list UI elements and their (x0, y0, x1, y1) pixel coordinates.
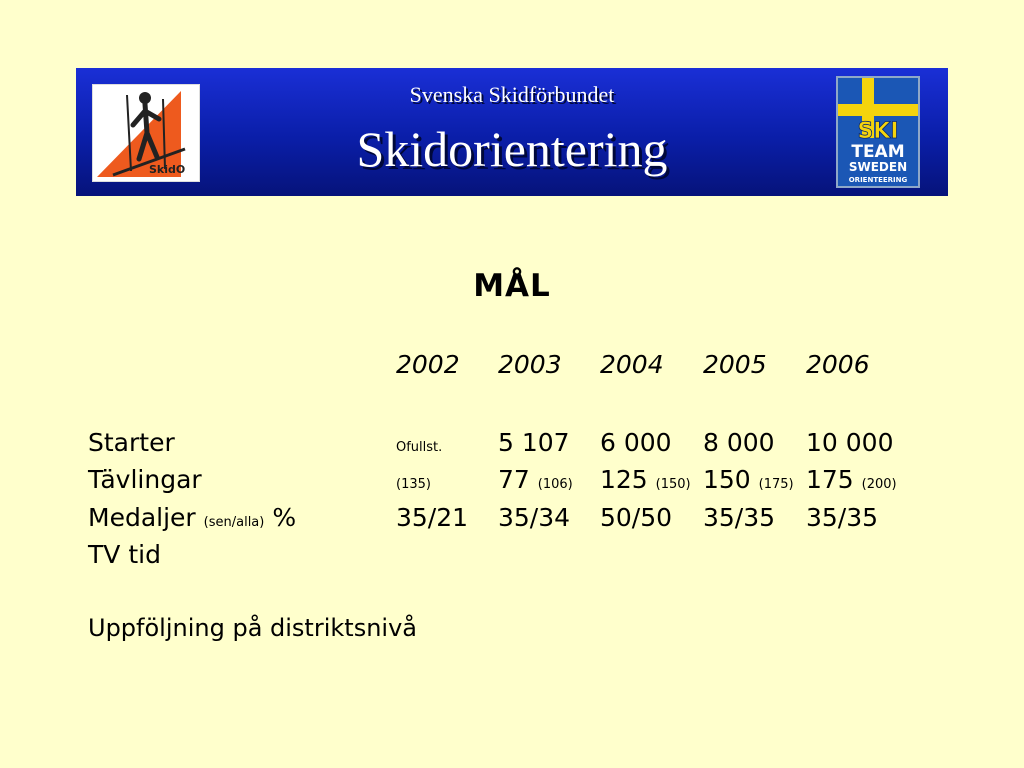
tavlingar-2004-target: (150) (655, 477, 691, 492)
tavlingar-2004-value: 125 (600, 465, 648, 494)
medaljer-2003: 35/34 (498, 503, 571, 532)
tavlingar-2005-value: 150 (703, 465, 751, 494)
row-label-starter: Starter (88, 428, 175, 457)
starter-2002 (396, 428, 442, 457)
year-2002: 2002 (396, 350, 460, 379)
starter-2003: 5 107 (498, 428, 570, 457)
tavlingar-2003-target: (106) (537, 477, 573, 492)
tavlingar-2006-target: (200) (861, 477, 897, 492)
tavlingar-2003-value: 77 (498, 465, 530, 494)
tavlingar-2005-target: (175) (758, 477, 794, 492)
tavlingar-2002 (396, 465, 431, 494)
starter-2005: 8 000 (703, 428, 775, 457)
logo-line-sweden: SWEDEN (848, 160, 908, 174)
followup-note: Uppföljning på distriktsnivå (88, 614, 417, 642)
skido-logo-text: SkidO (149, 163, 186, 176)
starter-2002-note: Ofullst. (396, 440, 443, 455)
organization-name: Svenska Skidförbundet (409, 82, 615, 107)
logo-line-team: TEAM (851, 142, 905, 162)
year-2005: 2005 (703, 350, 767, 379)
year-2003: 2003 (498, 350, 562, 379)
starter-2006: 10 000 (806, 428, 894, 457)
row-label-medaljer (88, 503, 296, 532)
header-banner (76, 68, 948, 196)
banner-title: Skidorientering (356, 121, 668, 177)
medaljer-2004: 50/50 (600, 503, 673, 532)
medaljer-label-note: (sen/alla) (203, 515, 265, 530)
year-2006: 2006 (806, 350, 870, 379)
row-label-tv-tid: TV tid (88, 540, 161, 569)
tavlingar-2005 (703, 465, 794, 494)
tavlingar-2006-value: 175 (806, 465, 854, 494)
medaljer-label: Medaljer (88, 503, 196, 532)
year-2004: 2004 (600, 350, 664, 379)
medaljer-label-suffix: % (272, 503, 297, 532)
slide-heading: MÅL (473, 268, 551, 304)
ski-team-sweden-logo (836, 76, 920, 188)
medaljer-2006: 35/35 (806, 503, 879, 532)
tavlingar-2002-target: (135) (396, 477, 431, 492)
starter-2004: 6 000 (600, 428, 672, 457)
tavlingar-2006 (806, 465, 897, 494)
logo-line-orienteering: ORIENTEERING (848, 176, 908, 184)
tavlingar-2004 (600, 465, 691, 494)
medaljer-2002: 35/21 (396, 503, 469, 532)
medaljer-2005: 35/35 (703, 503, 776, 532)
ski-team-sweden-graphic (836, 76, 920, 188)
row-label-tavlingar: Tävlingar (88, 465, 202, 494)
logo-line-ski: SKI (857, 119, 899, 144)
tavlingar-2003 (498, 465, 573, 494)
